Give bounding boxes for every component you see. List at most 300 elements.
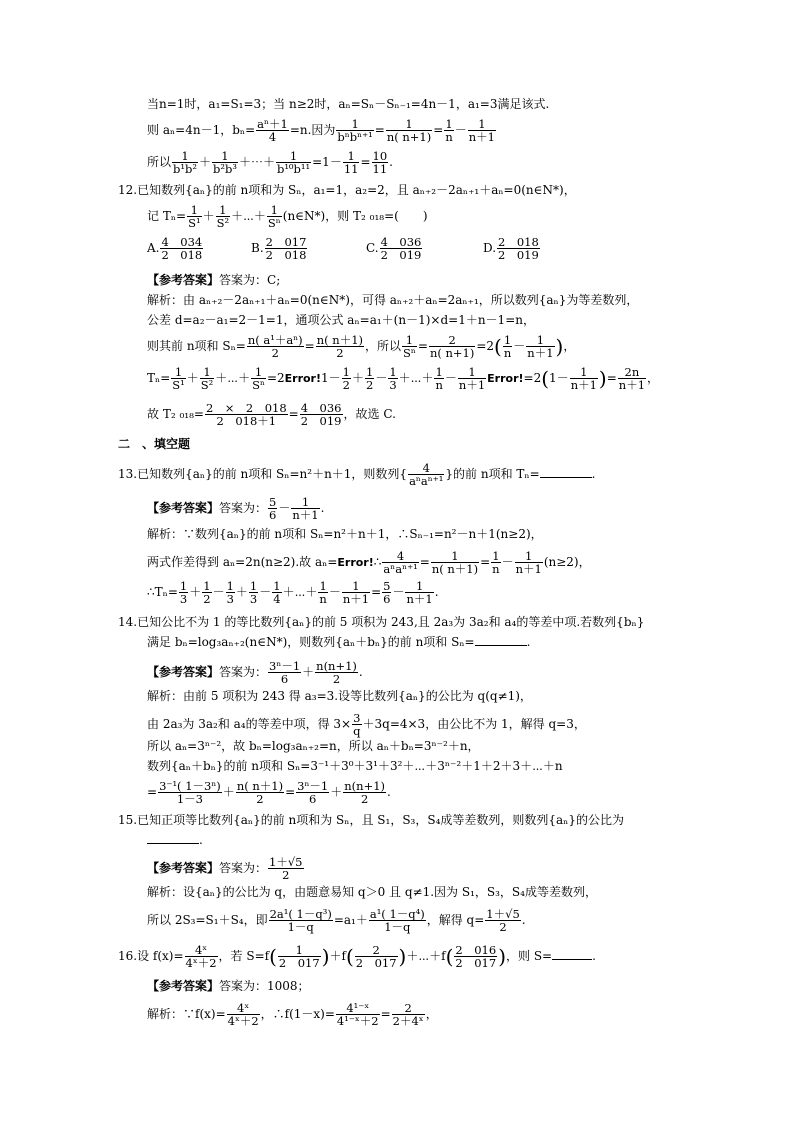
fraction: [352, 712, 361, 737]
denominator: 2: [282, 868, 290, 882]
paren: ): [321, 944, 330, 969]
denominator: n: [319, 592, 327, 606]
denominator: S¹: [188, 216, 201, 230]
paren: (: [345, 944, 354, 969]
answer-blank[interactable]: [475, 645, 527, 646]
paren: (: [541, 366, 550, 391]
question-16: [118, 944, 596, 969]
text: ，: [563, 339, 576, 353]
numerator: 1: [492, 549, 500, 563]
denominator: 2: [336, 346, 344, 360]
denominator: 6: [269, 508, 277, 522]
numerator: 1: [336, 118, 373, 131]
numerator: n( a¹＋aⁿ): [247, 333, 303, 347]
numerator: 1: [503, 333, 512, 347]
numerator: 1: [203, 579, 211, 593]
text: =: [371, 585, 382, 599]
numerator: n( n＋1): [316, 333, 363, 347]
text: =2: [476, 339, 495, 353]
fraction: [291, 496, 319, 521]
fraction: [408, 462, 444, 487]
answer-text: 答案为：: [219, 665, 268, 679]
fraction: [369, 908, 426, 933]
text: ＋⋯＋: [231, 209, 266, 223]
fraction: [269, 908, 333, 933]
answer-tag: 【参考答案】: [147, 979, 220, 993]
fraction: [226, 580, 235, 605]
text: =: [288, 407, 299, 421]
text: ＋⋯＋: [215, 371, 251, 385]
solution-line: [147, 96, 549, 112]
text: 满足 bₙ=log₃aₙ₊₂(n∈N*)，则数列{aₙ＋bₙ}的前 n项和 Sₙ=: [147, 635, 475, 649]
text: ，: [425, 1007, 438, 1021]
answer-text: 答案为：1008；: [219, 979, 310, 993]
numerator: 1＋√5: [269, 855, 303, 869]
denominator: 1－q: [384, 920, 411, 934]
fraction: [272, 580, 281, 605]
numerator: 2 017: [265, 235, 307, 249]
denominator: aⁿaⁿ⁺¹: [409, 474, 444, 488]
fraction: [444, 118, 453, 143]
fraction: [491, 550, 500, 575]
text: －: [278, 501, 291, 515]
solution-line: [147, 150, 393, 175]
text: －: [259, 585, 272, 599]
text: －: [212, 585, 225, 599]
denominator: 4ˣ＋2: [185, 956, 217, 970]
fraction: [185, 944, 218, 969]
numerator: 1: [187, 204, 202, 217]
text: ＋: [302, 665, 315, 679]
option-label: B.: [251, 241, 264, 255]
solution-line: [147, 580, 439, 605]
numerator: 1: [405, 580, 433, 593]
text: －: [328, 585, 341, 599]
denominator: 1－q: [287, 920, 314, 934]
denominator: 2: [366, 378, 374, 392]
numerator: 3⁻¹( 1－3ⁿ): [159, 779, 221, 793]
option-a[interactable]: [147, 236, 204, 261]
fraction: [216, 204, 231, 229]
paren: ): [498, 944, 507, 969]
fraction: [296, 780, 329, 805]
denominator: n: [435, 378, 443, 392]
numerator: 1: [226, 579, 234, 593]
denominator: n＋1: [527, 346, 554, 360]
fraction: [570, 366, 598, 391]
text: ，若 S=f: [218, 949, 270, 963]
numerator: 1: [273, 579, 281, 593]
option-label: C.: [366, 241, 379, 255]
text: 所以: [147, 155, 172, 169]
text: .: [592, 949, 596, 963]
denominator: q: [353, 724, 361, 738]
text: ＋: [351, 371, 364, 385]
denominator: 2: [332, 672, 341, 686]
text: 当n=1时，a₁=S₁=3；当 n≥2时，aₙ=Sₙ－Sₙ₋₁=4n－1，a₁=3满足该式.: [147, 97, 550, 111]
fraction: [405, 580, 433, 605]
text: .: [199, 833, 203, 847]
fraction: [342, 366, 351, 391]
solution-line: [147, 550, 591, 575]
numerator: 3ⁿ－1: [297, 779, 329, 793]
fraction: [268, 496, 277, 521]
denominator: 3: [226, 592, 234, 606]
denominator: 2 017: [278, 956, 320, 970]
fraction: [236, 780, 284, 805]
text: =1－: [312, 155, 342, 169]
fraction: [278, 944, 321, 969]
denominator: 2＋4ˣ: [392, 1014, 424, 1028]
denominator: aⁿaⁿ⁺¹: [383, 562, 418, 576]
text: =: [374, 123, 385, 137]
text: .: [591, 467, 596, 481]
denominator: 2: [499, 920, 507, 934]
answer-blank[interactable]: [540, 477, 592, 478]
text: －: [375, 371, 388, 385]
denominator: bⁿbⁿ⁺¹: [337, 130, 373, 144]
denominator: 3: [179, 592, 188, 606]
numerator: 4 034: [161, 235, 203, 249]
text: =: [606, 371, 617, 385]
text: ，故选 C.: [343, 407, 396, 421]
answer-tag: 【参考答案】: [147, 861, 220, 875]
text: (n∈N*)，则 T₂ ₀₁₈=( ): [282, 209, 428, 223]
numerator: 5: [269, 495, 277, 509]
text: 16.设 f(x)=: [118, 949, 184, 963]
option-b[interactable]: [251, 236, 308, 261]
fraction: [276, 150, 311, 175]
text: 解析：由前 5 项积为 243 得 a₃=3.设等比数列{aₙ}的公比为 q(q≠1)，: [147, 689, 532, 703]
denominator: n＋1: [342, 592, 370, 606]
text: =: [285, 785, 296, 799]
text: =: [419, 555, 430, 569]
numerator: 3ⁿ－1: [269, 659, 301, 673]
numerator: 5: [383, 579, 391, 593]
fraction: [336, 118, 373, 143]
solution-line: [147, 366, 659, 391]
fraction: [454, 944, 497, 969]
denominator: 2 019: [380, 248, 422, 262]
fraction: [343, 150, 360, 175]
question-text: 14.已知公比不为 1 的等比数列{aₙ}的前 5 项积为 243,且 2a₃为 3a₂和 a₄的等差中项.若数列{bₙ}: [118, 615, 645, 629]
solution-line: [147, 884, 597, 900]
numerator: 3: [353, 711, 361, 725]
fraction: [372, 150, 389, 175]
answer-16: [147, 978, 310, 994]
numerator: 1: [526, 334, 554, 347]
numerator: 1: [278, 944, 321, 957]
fraction: [388, 366, 397, 391]
text: =: [147, 785, 158, 799]
question-text: 12.已知数列{aₙ}的前 n项和为 Sₙ，a₁=1，a₂=2，且 aₙ₊₂－2aₙ₊₁＋aₙ=0(n∈N*)，: [118, 183, 576, 197]
numerator: aⁿ＋1: [257, 117, 288, 131]
fraction: [434, 366, 443, 391]
text: .: [526, 635, 531, 649]
text: =: [433, 123, 444, 137]
denominator: 2 018: [265, 248, 307, 262]
numerator: 1: [291, 496, 319, 509]
fraction: [402, 334, 417, 359]
text: 所以 aₙ=3ⁿ⁻²，故 bₙ=log₃aₙ₊₂=n，所以 aₙ＋bₙ=3ⁿ⁻²＋n，: [147, 739, 480, 753]
text: ＋⋯＋f: [406, 949, 446, 963]
numerator: 1: [276, 150, 311, 163]
denominator: n＋1: [618, 378, 646, 392]
fraction: [429, 334, 475, 359]
denominator: b¹⁰b¹¹: [276, 162, 311, 176]
option-d[interactable]: [483, 236, 541, 261]
error-text: Error!: [284, 372, 322, 385]
denominator: 3: [389, 378, 397, 392]
denominator: 2: [203, 592, 211, 606]
text: 数列{aₙ＋bₙ}的前 n项和 Sₙ=3⁻¹＋3⁰＋3¹＋3²＋⋯＋3ⁿ⁻²＋1＋2＋3＋⋯＋n: [147, 759, 563, 773]
numerator: 1: [402, 334, 417, 347]
question-14: [118, 614, 644, 630]
denominator: n＋1: [468, 130, 495, 144]
fraction: [618, 366, 646, 391]
numerator: 4 036: [300, 401, 342, 415]
text: ，所以: [365, 339, 402, 353]
fraction: [365, 366, 374, 391]
numerator: 2 × 2 018: [205, 401, 287, 415]
denominator: 4ˣ＋2: [227, 1014, 259, 1028]
text: －: [501, 555, 514, 569]
solution-line: [147, 292, 638, 308]
numerator: n( n＋1): [236, 779, 284, 793]
paren: ): [555, 334, 564, 359]
fraction: [468, 118, 496, 143]
text: 则 aₙ=4n－1，bₙ=: [147, 123, 256, 137]
fraction: [171, 366, 186, 391]
answer-blank[interactable]: [552, 959, 592, 960]
denominator: n＋1: [292, 508, 319, 522]
numerator: 2: [355, 944, 398, 957]
numerator: 1: [200, 366, 215, 379]
numerator: 1: [267, 204, 282, 217]
numerator: 1: [570, 366, 598, 379]
fraction: [380, 236, 423, 261]
text: ＋: [202, 209, 215, 223]
numerator: 4 036: [380, 235, 422, 249]
text: ∴: [373, 555, 382, 569]
fraction: [300, 402, 343, 427]
question-13: [118, 462, 595, 487]
text: －: [513, 339, 526, 353]
fraction: [343, 780, 386, 805]
denominator: n＋1: [458, 378, 486, 392]
paren: ): [598, 366, 607, 391]
numerator: 1: [386, 118, 432, 131]
answer-text: 答案为：C;: [219, 273, 281, 287]
denominator: 6: [280, 672, 289, 686]
solution-line: [147, 758, 563, 774]
numerator: 1: [343, 150, 360, 163]
denominator: 2: [271, 346, 279, 360]
denominator: n＋1: [570, 378, 597, 392]
fraction: [202, 580, 211, 605]
denominator: 6: [309, 792, 317, 806]
text: 解析：∵数列{aₙ}的前 n项和 Sₙ=n²＋n＋1，∴Sₙ₋₁=n²－n＋1(n≥2)，: [147, 527, 543, 541]
text: ∴Tₙ=: [147, 585, 178, 599]
fraction: [336, 1002, 380, 1027]
answer-tag: 【参考答案】: [147, 501, 220, 515]
numerator: 2 016: [455, 943, 497, 957]
fraction: [497, 236, 540, 261]
text: 解析：∵f(x)=: [147, 1007, 226, 1021]
text: 由 2a₃为 3a₂和 a₄的等差中项，得 3×: [147, 717, 352, 731]
numerator: 2: [429, 334, 475, 347]
answer-12: [147, 272, 280, 288]
solution-line: [147, 688, 532, 704]
solution-line: [147, 334, 575, 359]
fraction: [526, 334, 554, 359]
text: ＋⋯＋: [398, 371, 434, 385]
answer-blank[interactable]: [147, 843, 199, 844]
denominator: 6: [383, 592, 391, 606]
text: ＋: [235, 585, 248, 599]
answer-14: [147, 660, 363, 685]
fraction: [515, 550, 543, 575]
question-text: 15.已知正项等比数列{aₙ}的前 n项和为 Sₙ，且 S₁，S₃，S₄成等差数列，则数列{aₙ}的公比为: [118, 813, 624, 827]
denominator: 2 017: [455, 956, 497, 970]
fraction: [431, 550, 479, 575]
denominator: S²: [200, 378, 214, 392]
text: 则其前 n项和 Sₙ=: [147, 339, 246, 353]
answer-text: 答案为：: [219, 861, 268, 875]
denominator: n＋1: [515, 562, 542, 576]
fraction: [200, 366, 215, 391]
fraction: [318, 580, 327, 605]
question-15: [118, 812, 624, 828]
error-text: Error!: [337, 556, 374, 569]
denominator: Sⁿ: [252, 378, 265, 392]
text: ，: [647, 371, 660, 385]
text: 1－: [549, 371, 569, 385]
denominator: 2: [342, 378, 350, 392]
denominator: 11: [343, 162, 359, 176]
numerator: 4ˣ: [185, 944, 218, 957]
fraction: [249, 580, 258, 605]
numerator: 1: [435, 365, 443, 379]
fraction: [172, 150, 198, 175]
fraction: [265, 236, 308, 261]
text: 记 Tₙ=: [147, 209, 187, 223]
solution-line: [147, 1002, 438, 1027]
fraction: [268, 660, 301, 685]
text: }的前 n项和 Tₙ=: [445, 467, 540, 481]
fraction: [187, 204, 202, 229]
text: 故 T₂ ₀₁₈=: [147, 407, 204, 421]
solution-line: [147, 780, 391, 805]
fraction: [160, 236, 203, 261]
denominator: 2: [360, 792, 369, 806]
answer-tag: 【参考答案】: [147, 665, 220, 679]
denominator: 1－3: [176, 792, 203, 806]
numerator: 1: [366, 365, 374, 379]
numerator: 1: [249, 579, 258, 593]
denominator: 2 018: [161, 248, 203, 262]
section-title: 二 、填空题: [118, 437, 191, 451]
denominator: b¹b²: [173, 162, 197, 176]
text: =a₁＋: [333, 913, 368, 927]
question-15-line2: [147, 832, 203, 848]
denominator: n: [445, 130, 453, 144]
text: =2: [266, 371, 285, 385]
solution-line: [147, 908, 526, 933]
denominator: n: [492, 562, 500, 576]
text: 13.已知数列{aₙ}的前 n项和 Sₙ=n²＋n＋1，则数列{: [118, 467, 408, 481]
question-14-line2: [147, 634, 530, 650]
text: －: [454, 123, 467, 137]
paren: (: [494, 334, 502, 359]
text: ＋: [198, 155, 211, 169]
numerator: 10: [372, 149, 388, 163]
numerator: 2n: [618, 366, 646, 379]
solution-line: [147, 738, 480, 754]
numerator: 1: [458, 366, 486, 379]
fraction: [382, 550, 418, 575]
numerator: 1: [172, 150, 198, 163]
numerator: a¹( 1－q⁴): [369, 907, 425, 921]
denominator: 4: [268, 130, 277, 144]
denominator: 2 019: [300, 414, 342, 428]
solution-line: [147, 526, 543, 542]
numerator: 1: [445, 117, 453, 131]
fraction: [212, 150, 238, 175]
denominator: Sⁿ: [403, 346, 416, 360]
numerator: 1: [171, 366, 186, 379]
text: .: [389, 155, 393, 169]
text: －: [444, 371, 457, 385]
fraction: [158, 780, 222, 805]
denominator: 2 019: [498, 248, 539, 262]
text: 1－: [321, 371, 341, 385]
text: ，∴f(1－x)=: [260, 1007, 335, 1021]
error-text: Error!: [487, 372, 524, 385]
option-c[interactable]: [366, 236, 423, 261]
numerator: 4: [382, 550, 418, 563]
paren: ): [398, 944, 407, 969]
text: ，解得 q=: [426, 913, 485, 927]
denominator: 2 018＋1: [216, 414, 277, 428]
numerator: n(n+1): [316, 659, 357, 673]
denominator: 4¹⁻ˣ＋2: [336, 1014, 379, 1028]
text: .: [521, 913, 526, 927]
text: (n≥2)，: [543, 555, 591, 569]
answer-tag: 【参考答案】: [147, 273, 220, 287]
fraction: [247, 334, 304, 359]
numerator: 2a¹( 1－q³): [269, 907, 332, 921]
numerator: 4: [408, 462, 444, 475]
fraction: [386, 118, 432, 143]
text: 所以 2S₃=S₁＋S₄，即: [147, 913, 268, 927]
denominator: S¹: [172, 378, 185, 392]
section-heading: [118, 436, 190, 452]
numerator: 2 018: [498, 235, 539, 249]
denominator: n( n＋1): [431, 562, 479, 576]
fraction: [256, 118, 289, 143]
text: =: [380, 1007, 391, 1021]
text: .: [434, 585, 439, 599]
numerator: 1: [251, 366, 266, 379]
fraction: [316, 334, 364, 359]
denominator: n( n+1): [429, 346, 475, 360]
numerator: 1: [515, 550, 543, 563]
fraction: [485, 908, 520, 933]
fraction: [342, 580, 370, 605]
fraction: [503, 334, 512, 359]
text: .: [320, 501, 325, 515]
